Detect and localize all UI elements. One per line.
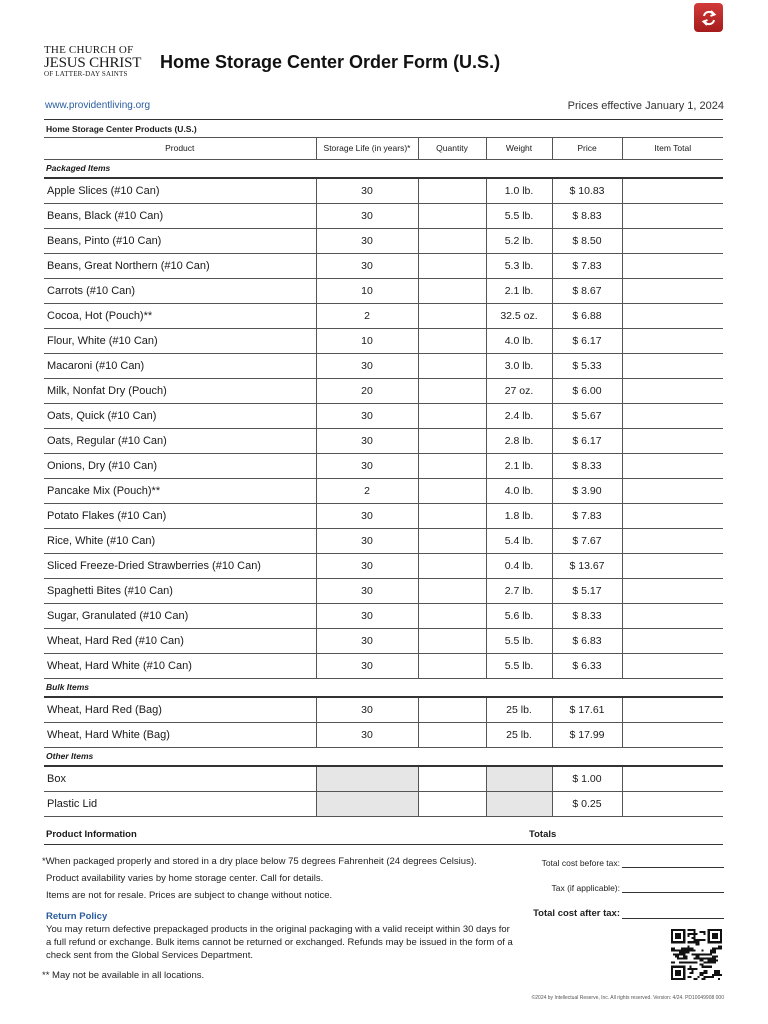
item-total-input[interactable]: [622, 278, 723, 303]
product-name: Cocoa, Hot (Pouch)**: [44, 303, 316, 328]
totals-heading: Totals: [529, 829, 557, 840]
quantity-input[interactable]: [418, 553, 486, 578]
table-title-row: [44, 121, 723, 137]
product-info-heading: Product Information: [46, 829, 137, 840]
weight: 27 oz.: [486, 378, 552, 403]
price: $ 1.00: [552, 766, 622, 791]
price: $ 7.67: [552, 528, 622, 553]
table-row: [44, 453, 723, 478]
storage-life: 30: [316, 578, 418, 603]
item-total-input[interactable]: [622, 328, 723, 353]
product-notes: [42, 853, 522, 904]
table-row: [44, 278, 723, 303]
storage-life: 10: [316, 278, 418, 303]
weight: 2.7 lb.: [486, 578, 552, 603]
price: $ 10.83: [552, 178, 622, 203]
storage-life: 30: [316, 253, 418, 278]
product-name: Wheat, Hard White (Bag): [44, 722, 316, 747]
price: $ 0.25: [552, 791, 622, 816]
quantity-input[interactable]: [418, 503, 486, 528]
weight: [486, 766, 552, 791]
quantity-input[interactable]: [418, 528, 486, 553]
product-name: Beans, Black (#10 Can): [44, 203, 316, 228]
item-total-input[interactable]: [622, 303, 723, 328]
item-total-input[interactable]: [622, 478, 723, 503]
table-row: [44, 328, 723, 353]
table-row: [44, 228, 723, 253]
weight: 5.5 lb.: [486, 203, 552, 228]
price: $ 7.83: [552, 253, 622, 278]
quantity-input[interactable]: [418, 303, 486, 328]
quantity-input[interactable]: [418, 378, 486, 403]
return-policy-heading: Return Policy: [46, 911, 108, 922]
item-total-input[interactable]: [622, 228, 723, 253]
item-total-input[interactable]: [622, 253, 723, 278]
total-before-tax-row: [542, 858, 724, 868]
storage-life: 30: [316, 722, 418, 747]
tax-row: [551, 883, 724, 893]
top-divider: [44, 119, 723, 120]
total-before-tax-label: Total cost before tax:: [541, 858, 620, 868]
price: $ 6.88: [552, 303, 622, 328]
item-total-input[interactable]: [622, 722, 723, 747]
product-info-divider: [44, 844, 723, 845]
product-name: Oats, Regular (#10 Can): [44, 428, 316, 453]
price: $ 13.67: [552, 553, 622, 578]
table-row: [44, 553, 723, 578]
share-button[interactable]: [694, 3, 723, 32]
storage-life: 2: [316, 478, 418, 503]
table-row: [44, 722, 723, 747]
storage-life: 30: [316, 428, 418, 453]
logo-line-1: THE CHURCH OF: [44, 44, 134, 56]
price: $ 17.61: [552, 697, 622, 722]
item-total-input[interactable]: [622, 428, 723, 453]
item-total-input[interactable]: [622, 178, 723, 203]
quantity-input[interactable]: [418, 603, 486, 628]
tax-field[interactable]: [622, 883, 724, 893]
col-quantity: Quantity: [418, 137, 486, 159]
price: $ 6.17: [552, 428, 622, 453]
storage-life: 30: [316, 453, 418, 478]
weight: 25 lb.: [486, 697, 552, 722]
quantity-input[interactable]: [418, 428, 486, 453]
weight: 0.4 lb.: [486, 553, 552, 578]
table-row: [44, 253, 723, 278]
item-total-input[interactable]: [622, 203, 723, 228]
table-header-row: [44, 137, 723, 159]
total-after-tax-row: [533, 908, 724, 919]
product-name: Rice, White (#10 Can): [44, 528, 316, 553]
quantity-input[interactable]: [418, 766, 486, 791]
product-name: Spaghetti Bites (#10 Can): [44, 578, 316, 603]
product-name: Flour, White (#10 Can): [44, 328, 316, 353]
storage-life: 30: [316, 503, 418, 528]
storage-life: 30: [316, 203, 418, 228]
product-name: Oats, Quick (#10 Can): [44, 403, 316, 428]
price: $ 6.17: [552, 328, 622, 353]
product-name: Box: [44, 766, 316, 791]
product-name: Pancake Mix (Pouch)**: [44, 478, 316, 503]
price: $ 8.67: [552, 278, 622, 303]
weight: 5.6 lb.: [486, 603, 552, 628]
price: $ 6.33: [552, 653, 622, 678]
price: $ 7.83: [552, 503, 622, 528]
logo-line-2: JESUS CHRIST: [44, 55, 142, 71]
storage-life: 2: [316, 303, 418, 328]
storage-life: 30: [316, 528, 418, 553]
table-row: [44, 303, 723, 328]
table-row: [44, 653, 723, 678]
price: $ 3.90: [552, 478, 622, 503]
price: $ 8.83: [552, 203, 622, 228]
total-after-tax-label: Total cost after tax:: [533, 908, 620, 919]
weight: 4.0 lb.: [486, 478, 552, 503]
col-price: Price: [552, 137, 622, 159]
table-row: [44, 428, 723, 453]
product-name: Wheat, Hard Red (Bag): [44, 697, 316, 722]
quantity-input[interactable]: [418, 328, 486, 353]
table-row: [44, 628, 723, 653]
item-total-input[interactable]: [622, 578, 723, 603]
logo-line-3: OF LATTER-DAY SAINTS: [44, 70, 128, 78]
quantity-input[interactable]: [418, 478, 486, 503]
page-title: Home Storage Center Order Form (U.S.): [160, 52, 501, 72]
quantity-input[interactable]: [418, 178, 486, 203]
item-total-input[interactable]: [622, 403, 723, 428]
weight: [486, 791, 552, 816]
product-name: Sliced Freeze-Dried Strawberries (#10 Can): [44, 553, 316, 578]
storage-life: 30: [316, 178, 418, 203]
item-total-input[interactable]: [622, 553, 723, 578]
quantity-input[interactable]: [418, 578, 486, 603]
table-row: [44, 178, 723, 203]
website-link[interactable]: www.providentliving.org: [45, 100, 151, 111]
table-row: [44, 697, 723, 722]
storage-life: 30: [316, 653, 418, 678]
quantity-input[interactable]: [418, 653, 486, 678]
weight: 5.5 lb.: [486, 653, 552, 678]
price: $ 5.17: [552, 578, 622, 603]
price: $ 5.67: [552, 403, 622, 428]
table-row: [44, 403, 723, 428]
section-title: Packaged Items: [44, 159, 723, 178]
quantity-input[interactable]: [418, 628, 486, 653]
section-title: Bulk Items: [44, 678, 723, 697]
note-resale: Items are not for resale. Prices are subject to change without notice.: [46, 890, 333, 901]
product-name: Wheat, Hard Red (#10 Can): [44, 628, 316, 653]
item-total-input[interactable]: [622, 503, 723, 528]
product-name: Carrots (#10 Can): [44, 278, 316, 303]
table-title: Home Storage Center Products (U.S.): [44, 121, 723, 137]
weight: 32.5 oz.: [486, 303, 552, 328]
storage-life: 30: [316, 403, 418, 428]
price: $ 17.99: [552, 722, 622, 747]
table-row: [44, 378, 723, 403]
storage-life: [316, 791, 418, 816]
item-total-input[interactable]: [622, 697, 723, 722]
item-total-input[interactable]: [622, 353, 723, 378]
price: $ 8.33: [552, 603, 622, 628]
table-row: [44, 791, 723, 816]
quantity-input[interactable]: [418, 791, 486, 816]
price: $ 8.50: [552, 228, 622, 253]
col-storage-life: Storage Life (in years)*: [316, 137, 418, 159]
price: $ 8.33: [552, 453, 622, 478]
storage-life: 30: [316, 697, 418, 722]
weight: 2.1 lb.: [486, 453, 552, 478]
weight: 5.2 lb.: [486, 228, 552, 253]
weight: 1.0 lb.: [486, 178, 552, 203]
quantity-input[interactable]: [418, 253, 486, 278]
storage-life: 30: [316, 628, 418, 653]
table-row: [44, 603, 723, 628]
product-name: Beans, Pinto (#10 Can): [44, 228, 316, 253]
table-row: [44, 578, 723, 603]
tax-label: Tax (if applicable):: [551, 883, 620, 893]
section-other-items: [44, 747, 723, 766]
price: $ 6.00: [552, 378, 622, 403]
item-total-input[interactable]: [622, 378, 723, 403]
product-name: Milk, Nonfat Dry (Pouch): [44, 378, 316, 403]
product-name: Plastic Lid: [44, 791, 316, 816]
weight: 2.4 lb.: [486, 403, 552, 428]
section-title: Other Items: [44, 747, 723, 766]
product-name: Beans, Great Northern (#10 Can): [44, 253, 316, 278]
storage-life: 20: [316, 378, 418, 403]
price: $ 5.33: [552, 353, 622, 378]
item-total-input[interactable]: [622, 453, 723, 478]
church-logo: [44, 44, 144, 79]
product-name: Wheat, Hard White (#10 Can): [44, 653, 316, 678]
item-total-input[interactable]: [622, 653, 723, 678]
storage-life: 10: [316, 328, 418, 353]
quantity-input[interactable]: [418, 203, 486, 228]
weight: 5.4 lb.: [486, 528, 552, 553]
product-name: Apple Slices (#10 Can): [44, 178, 316, 203]
item-total-input[interactable]: [622, 603, 723, 628]
weight: 2.1 lb.: [486, 278, 552, 303]
quantity-input[interactable]: [418, 697, 486, 722]
table-row: [44, 766, 723, 791]
section-packaged-items: [44, 159, 723, 178]
note-availability: Product availability varies by home storage center. Call for details.: [46, 873, 324, 884]
note-storage: *When packaged properly and stored in a dry place below 75 degrees Fahrenheit (24 degrees Celsius).: [42, 856, 477, 867]
availability-note: ** May not be available in all locations.: [42, 970, 205, 981]
table-row: [44, 528, 723, 553]
return-policy-text: You may return defective prepackaged products in the original packaging with a valid receipt within 30 days for a full refund or exchange. Bulk items cannot be returned or exchanged. Refunds may be issued in the form of a check sent from the Global Services Department.: [46, 924, 513, 961]
product-name: Potato Flakes (#10 Can): [44, 503, 316, 528]
storage-life: 30: [316, 553, 418, 578]
item-total-input[interactable]: [622, 528, 723, 553]
quantity-input[interactable]: [418, 722, 486, 747]
copyright-footer: ©2024 by Intellectual Reserve, Inc. All rights reserved. Version: 4/24. PD10049908 000: [531, 995, 724, 1001]
weight: 25 lb.: [486, 722, 552, 747]
item-total-input[interactable]: [622, 628, 723, 653]
col-weight: Weight: [486, 137, 552, 159]
price: $ 6.83: [552, 628, 622, 653]
qr-code: [671, 929, 722, 980]
col-product: Product: [44, 137, 316, 159]
weight: 1.8 lb.: [486, 503, 552, 528]
storage-life: 30: [316, 603, 418, 628]
quantity-input[interactable]: [418, 453, 486, 478]
storage-life: 30: [316, 228, 418, 253]
weight: 2.8 lb.: [486, 428, 552, 453]
weight: 4.0 lb.: [486, 328, 552, 353]
table-row: [44, 203, 723, 228]
quantity-input[interactable]: [418, 353, 486, 378]
total-after-tax-field[interactable]: [622, 909, 724, 919]
weight: 5.3 lb.: [486, 253, 552, 278]
quantity-input[interactable]: [418, 228, 486, 253]
quantity-input[interactable]: [418, 278, 486, 303]
total-before-tax-field[interactable]: [622, 858, 724, 868]
item-total-input[interactable]: [622, 766, 723, 791]
table-row: [44, 478, 723, 503]
product-name: Macaroni (#10 Can): [44, 353, 316, 378]
weight: 5.5 lb.: [486, 628, 552, 653]
col-item-total: Item Total: [622, 137, 723, 159]
product-name: Sugar, Granulated (#10 Can): [44, 603, 316, 628]
order-table: [44, 121, 723, 817]
product-name: Onions, Dry (#10 Can): [44, 453, 316, 478]
share-icon: [700, 9, 718, 27]
table-row: [44, 503, 723, 528]
weight: 3.0 lb.: [486, 353, 552, 378]
storage-life: [316, 766, 418, 791]
storage-life: 30: [316, 353, 418, 378]
quantity-input[interactable]: [418, 403, 486, 428]
item-total-input[interactable]: [622, 791, 723, 816]
prices-effective: Prices effective January 1, 2024: [567, 100, 724, 112]
section-bulk-items: [44, 678, 723, 697]
table-row: [44, 353, 723, 378]
